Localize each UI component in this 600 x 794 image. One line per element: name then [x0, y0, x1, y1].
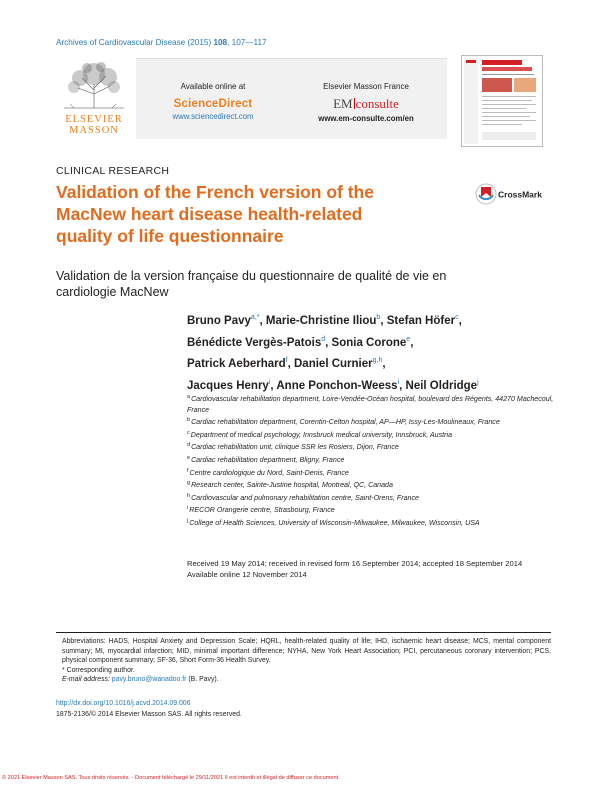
corresponding-author-note: * Corresponding author.: [62, 666, 135, 674]
affiliation-key: h: [187, 492, 191, 499]
online-date: Available online 12 November 2014: [187, 570, 307, 579]
author-name: Bénédicte Vergès-Patois: [187, 336, 322, 349]
affiliation-item: [187, 503, 557, 516]
sciencedirect-url[interactable]: www.sciencedirect.com: [172, 112, 254, 121]
affiliation-item: [187, 453, 557, 466]
author-name: Bruno Pavy: [187, 315, 251, 327]
received-dates: Received 19 May 2014; received in revised form 16 September 2014; accepted 18 September 2014: [187, 559, 523, 568]
author-separator: ,: [382, 358, 386, 370]
author-affiliation-marker[interactable]: b: [376, 314, 381, 321]
author[interactable]: [187, 337, 332, 349]
author-separator: ,: [287, 358, 294, 370]
elsevier-masson-wordmark: [56, 114, 132, 136]
french-subtitle: Validation de la version française du questionnaire de qualité de vie en cardiologie MacNew: [56, 269, 447, 299]
footnotes: [56, 637, 551, 685]
publisher-header-box: [136, 58, 447, 139]
author-separator: ,: [259, 315, 266, 327]
author-affiliation-marker[interactable]: g,h: [372, 357, 383, 364]
author-name: Marie-Christine Iliou: [265, 315, 377, 327]
author[interactable]: [187, 315, 266, 327]
affiliation-key: b: [187, 417, 191, 424]
author-affiliation-marker[interactable]: a,*: [250, 314, 260, 321]
emc-divider: [354, 98, 355, 109]
available-online-label: Available online at: [180, 82, 246, 91]
article-history: [187, 558, 547, 580]
section-label: CLINICAL RESEARCH: [56, 165, 170, 177]
author[interactable]: [294, 358, 386, 370]
emconsulte-url[interactable]: www.em-consulte.com/en: [318, 114, 414, 123]
crossmark-icon: [476, 184, 496, 204]
elsevier-tree-logo: [60, 60, 128, 110]
sciencedirect-block: [138, 59, 288, 121]
journal-pages: , 107—117: [227, 38, 267, 47]
affiliation-item: [187, 516, 557, 529]
affiliation-item: [187, 415, 557, 428]
affiliation-text: Centre cardiologique du Nord, Saint-Denis, France: [189, 468, 349, 477]
author-affiliation-marker[interactable]: j: [477, 378, 479, 386]
affiliation-text: Cardiovascular and pulmonary rehabilitation centre, Saint-Orens, France: [191, 493, 419, 502]
author[interactable]: [187, 380, 276, 392]
author-separator: ,: [325, 336, 332, 349]
affiliation-key: g: [187, 480, 191, 487]
article-title: Validation of the French version of the MacNew heart disease health-related quality of life questionnaire: [56, 182, 374, 246]
author[interactable]: [406, 380, 479, 392]
publisher-name: Elsevier Masson France: [323, 82, 409, 91]
abbreviations-note: Abbreviations: HADS, Hospital Anxiety and Depression Scale; HQRL, health-related quality of life; IHD, ischaemic heart disease; MCS, mental component summary; MI, myocardial infarction; MID, minimal important difference; NYHA, New York Heart Association; PCI, percutaneous coronary intervention; PCS, physical component summary; SF-36, Short Form-36 Health Survey.: [62, 638, 551, 665]
affiliation-key: d: [187, 442, 191, 449]
author-affiliation-marker[interactable]: i: [268, 378, 271, 386]
email-label: E-mail address:: [62, 676, 112, 684]
footnote-divider: [56, 632, 551, 633]
author-name: Jacques Henry: [187, 379, 269, 392]
affiliation-key: i: [187, 505, 189, 512]
affiliation-text: Cardiovascular rehabilitation department, Loire-Vendée-Océan hospital, boulevard des Régents, 44270 Machecoul, France: [187, 395, 554, 414]
affiliation-text: Cardiac rehabilitation department, Bligny, France: [191, 455, 345, 464]
emc-consulte: consulte: [355, 96, 399, 111]
author[interactable]: [187, 358, 294, 370]
author-name: Sonia Corone: [331, 336, 407, 349]
emconsulte-logo[interactable]: [291, 96, 441, 112]
author-affiliation-marker[interactable]: d: [321, 335, 326, 343]
affiliation-text: Cardiac rehabilitation department, Corentin-Celton hospital, AP—HP, Issy-Les-Moulineaux, France: [191, 418, 500, 427]
emc-em: EM: [333, 96, 353, 111]
affiliation-text: Department of medical psychology, Innsbruck medical university, Innsbruck, Austria: [190, 430, 453, 439]
affiliation-item: [187, 392, 557, 415]
journal-citation[interactable]: [56, 38, 267, 47]
affiliation-item: [187, 466, 557, 479]
author-separator: ,: [399, 379, 406, 392]
affiliation-item: [187, 491, 557, 504]
author-affiliation-marker[interactable]: f: [285, 357, 288, 364]
author-name: Neil Oldridge: [405, 379, 478, 392]
journal-citation-prefix: Archives of Cardiovascular Disease (2015): [56, 38, 214, 47]
affiliation-text: RECOR Orangerie centre, Strasbourg, France: [189, 506, 335, 515]
affiliation-text: Cardiac rehabilitation unit, clinique SSR les Rosiers, Dijon, France: [191, 443, 399, 452]
crossmark-badge[interactable]: [475, 183, 555, 205]
author-affiliation-marker[interactable]: c: [455, 314, 459, 321]
journal-volume: 108: [213, 38, 228, 47]
affiliation-list: [187, 392, 557, 529]
author-affiliation-marker[interactable]: e: [406, 335, 411, 343]
emconsulte-block: [291, 59, 441, 123]
affiliation-key: e: [187, 454, 191, 461]
author-name: Daniel Curnier: [294, 358, 373, 370]
author-separator: ,: [380, 315, 387, 327]
affiliation-key: j: [187, 517, 189, 524]
crossmark-label: CrossMark: [498, 189, 542, 200]
affiliation-key: f: [187, 467, 189, 474]
issn-copyright: 1875-2136/© 2014 Elsevier Masson SAS. All rights reserved.: [56, 711, 242, 718]
author-affiliation-marker[interactable]: i: [397, 378, 400, 386]
elsevier-word: ELSEVIER: [65, 114, 123, 125]
download-copyright-footer: © 2021 Elsevier Masson SAS. Tous droits réservés. - Document téléchargé le 29/11/2021 Il est interdit et illégal de diffuser ce document.: [2, 775, 340, 781]
email-link[interactable]: pavy.bruno@wanadoo.fr: [111, 676, 187, 684]
journal-cover-thumbnail: [461, 55, 543, 147]
affiliation-item: [187, 478, 557, 491]
affiliation-text: College of Health Sciences, University of Wisconsin-Milwaukee, Milwaukee, Wisconsin, USA: [189, 518, 480, 527]
affiliation-key: c: [187, 429, 190, 436]
author[interactable]: [276, 380, 405, 392]
author[interactable]: [387, 315, 462, 327]
author-list: [187, 309, 557, 395]
author-name: Anne Ponchon-Weess: [276, 379, 398, 392]
author-name: Stefan Höfer: [386, 315, 456, 327]
email-suffix: (B. Pavy).: [186, 676, 219, 684]
author-separator: ,: [270, 379, 277, 392]
affiliation-item: [187, 428, 557, 441]
doi-link[interactable]: http://dx.doi.org/10.1016/j.acvd.2014.09.006: [56, 700, 191, 707]
masson-word: MASSON: [69, 125, 119, 136]
affiliation-text: Research center, Sainte-Justine hospital, Montreal, QC, Canada: [191, 481, 393, 490]
sciencedirect-logo[interactable]: ScienceDirect: [173, 98, 253, 110]
affiliation-item: [187, 440, 557, 453]
author-name: Patrick Aeberhard: [187, 358, 286, 370]
affiliation-key: a: [187, 394, 191, 400]
email-note: [56, 675, 551, 685]
author-separator: ,: [410, 336, 414, 349]
author[interactable]: [266, 315, 387, 327]
author-separator: ,: [458, 315, 462, 327]
author[interactable]: [332, 337, 414, 349]
